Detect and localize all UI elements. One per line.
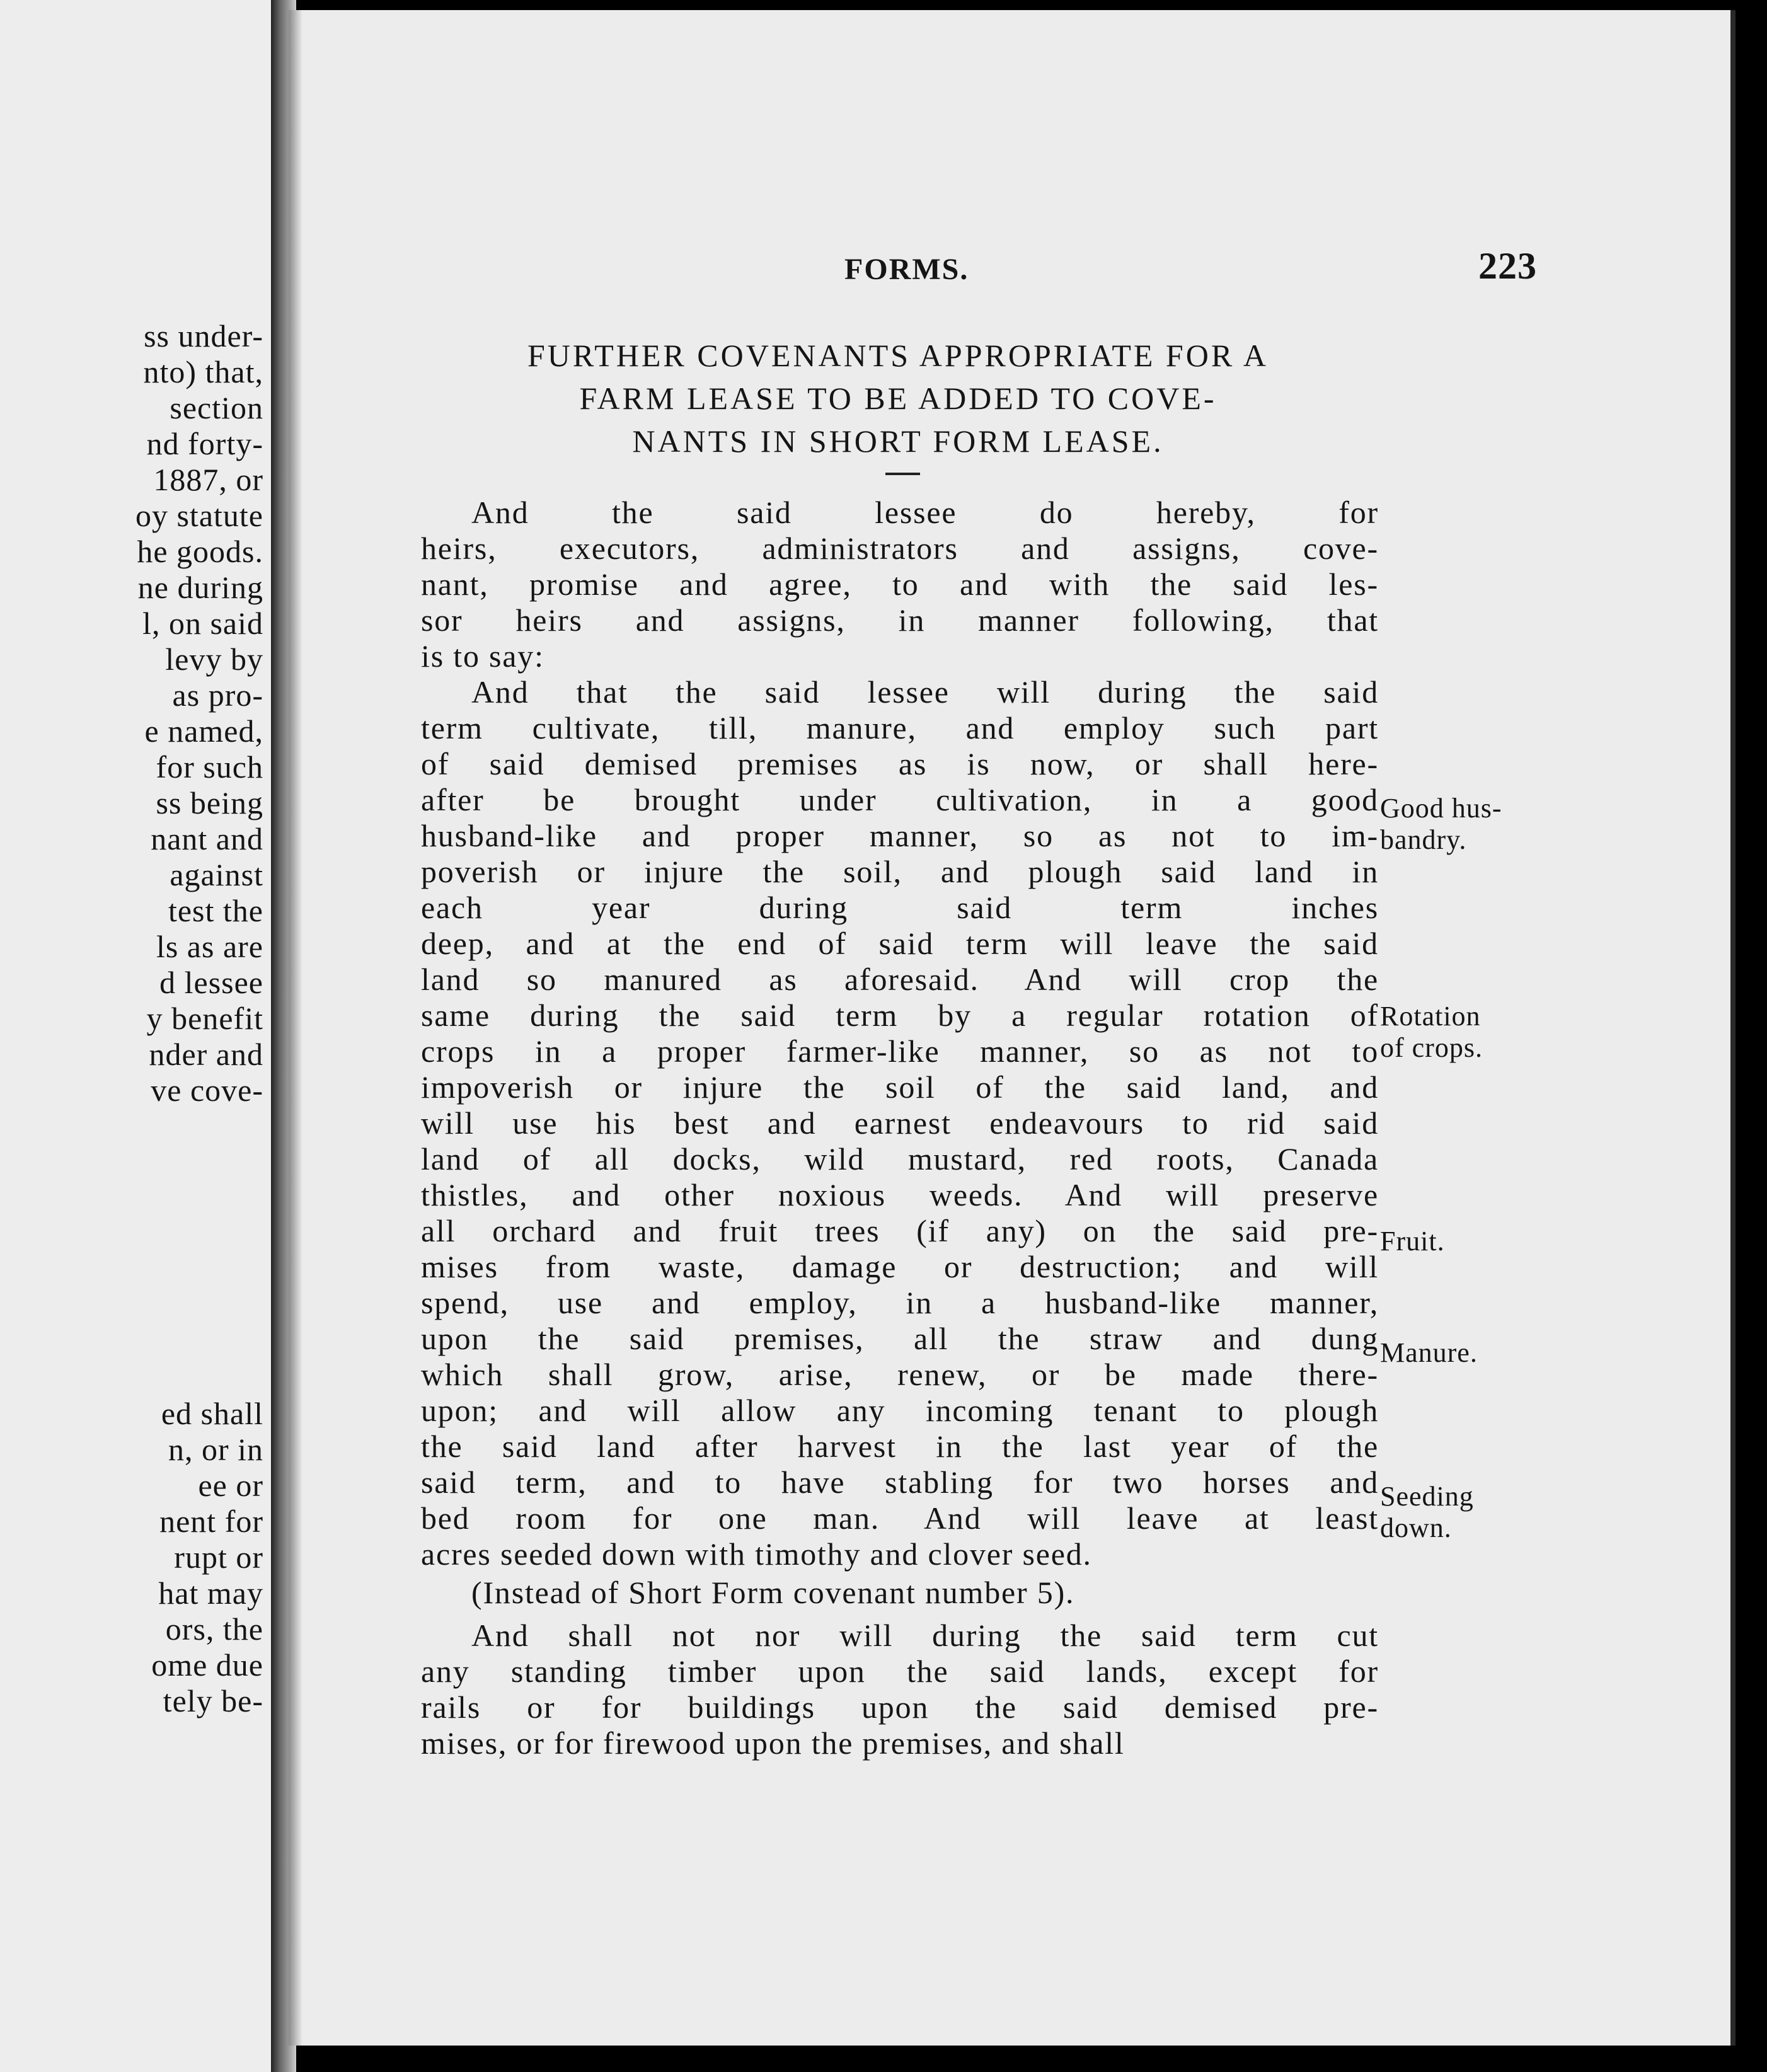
text-line: crops in a proper farmer-like manner, so as not to [421, 1033, 1379, 1069]
facing-page-line: rupt or [174, 1540, 263, 1575]
title-line: NANTS IN SHORT FORM LEASE. [632, 423, 1164, 459]
facing-page-line: l, on said [142, 606, 263, 641]
facing-page-line: oy statute [135, 498, 263, 533]
text-line: bed room for one man. And will leave at least [421, 1500, 1379, 1536]
title-line: FURTHER COVENANTS APPROPRIATE FOR A [527, 338, 1269, 373]
facing-page-line: nder and [149, 1037, 263, 1072]
facing-page-line: y benefit [146, 1001, 263, 1036]
text-line: And shall not nor will during the said term cut [471, 1618, 1379, 1653]
text-line: upon the said premises, all the straw and dung [421, 1321, 1379, 1356]
text-line: And the said lessee do hereby, for [471, 495, 1379, 530]
text-line: nant, promise and agree, to and with the said les- [421, 567, 1379, 602]
facing-page-line: ome due [151, 1647, 263, 1683]
instead-of-note: (Instead of Short Form covenant number 5). [471, 1575, 1075, 1610]
text-line: said term, and to have stabling for two horses and [421, 1465, 1379, 1500]
title-rule [885, 473, 920, 475]
facing-page-line: 1887, or [153, 462, 263, 497]
text-line: any standing timber upon the said lands, except for [421, 1654, 1379, 1689]
side-note-fruit [1380, 1226, 1445, 1257]
side-note-manure [1380, 1337, 1478, 1369]
facing-page-line: he goods. [137, 534, 263, 569]
paragraph-lessee-covenant [421, 495, 1379, 674]
facing-page-line: ss being [156, 785, 263, 820]
text-line: each year during said term inches [421, 890, 1379, 925]
facing-page-line: d lessee [159, 965, 263, 1000]
side-note-line: bandry. [1380, 824, 1467, 855]
text-line: spend, use and employ, in a husband-like manner, [421, 1285, 1379, 1320]
facing-page-line: nd forty- [146, 426, 263, 461]
text-line: term cultivate, till, manure, and employ such part [421, 710, 1379, 745]
facing-page-line: ors, the [165, 1611, 263, 1647]
text-line: all orchard and fruit trees (if any) on the said pre- [421, 1213, 1379, 1248]
text-line: acres seeded down with timothy and clover seed. [421, 1536, 1092, 1572]
side-note-line: down. [1380, 1512, 1452, 1543]
side-note-line: Manure. [1380, 1337, 1478, 1368]
text-line: heirs, executors, administrators and assigns, cove- [421, 531, 1379, 566]
paragraph-cultivation [421, 674, 1379, 1572]
facing-page-line: ls as are [156, 929, 263, 964]
facing-page-line: nent for [159, 1504, 263, 1539]
side-note-line: of crops. [1380, 1032, 1483, 1063]
text-line: thistles, and other noxious weeds. And will preserve [421, 1177, 1379, 1212]
facing-page-line: ve cove- [151, 1073, 263, 1108]
facing-page-line: nto) that, [143, 354, 263, 389]
text-line: is to say: [421, 638, 544, 674]
facing-page-line: tely be- [163, 1683, 263, 1718]
text-line: deep, and at the end of said term will leave the said [421, 926, 1379, 961]
facing-page-line: nant and [151, 821, 263, 856]
facing-page-line: for such [156, 749, 263, 785]
text-line: land so manured as aforesaid. And will crop the [421, 962, 1379, 997]
text-line: of said demised premises as is now, or shall here- [421, 746, 1379, 781]
facing-page-line: test the [168, 893, 263, 928]
facing-page-line: section [170, 390, 263, 425]
side-note-seeding [1380, 1481, 1474, 1544]
facing-page-fragment [0, 0, 271, 2072]
facing-page-line: ss under- [144, 318, 263, 354]
side-note-good-husbandry [1380, 793, 1502, 856]
side-note-rotation [1380, 1001, 1483, 1064]
text-line: mises from waste, damage or destruction; and will [421, 1249, 1379, 1284]
page-number: 223 [1478, 245, 1537, 287]
facing-page-line: ne during [137, 570, 263, 605]
side-note-line: Rotation [1380, 1001, 1481, 1032]
text-line: husband-like and proper manner, so as not to im- [421, 818, 1379, 853]
facing-page-line: against [170, 857, 263, 892]
side-note-line: Seeding [1380, 1481, 1474, 1512]
text-line: the said land after harvest in the last year of the [421, 1429, 1379, 1464]
side-note-line: Fruit. [1380, 1226, 1445, 1257]
text-line: sor heirs and assigns, in manner following, that [421, 602, 1379, 638]
text-line: land of all docks, wild mustard, red roots, Canada [421, 1141, 1379, 1177]
facing-page-line: n, or in [168, 1432, 263, 1467]
facing-page-line: as pro- [172, 677, 263, 713]
title-line: FARM LEASE TO BE ADDED TO COVE- [579, 381, 1217, 416]
facing-page-line: levy by [165, 642, 263, 677]
text-line: upon; and will allow any incoming tenant to plough [421, 1393, 1379, 1428]
text-line: same during the said term by a regular rotation of [421, 998, 1379, 1033]
paragraph-timber [421, 1618, 1379, 1761]
section-title [416, 334, 1380, 463]
text-line: And that the said lessee will during the said [471, 674, 1379, 710]
facing-page-line: ee or [198, 1468, 263, 1503]
text-line: will use his best and earnest endeavours to rid said [421, 1105, 1379, 1141]
side-note-line: Good hus- [1380, 793, 1502, 824]
facing-page-line: e named, [144, 713, 263, 749]
facing-page-line: hat may [158, 1575, 263, 1611]
text-line: mises, or for firewood upon the premises, and shall [421, 1725, 1125, 1761]
text-line: which shall grow, arise, renew, or be made there- [421, 1357, 1379, 1392]
facing-page-line: ed shall [161, 1396, 263, 1431]
text-line: impoverish or injure the soil of the said land, and [421, 1069, 1379, 1105]
running-head: FORMS. [844, 253, 969, 286]
text-line: rails or for buildings upon the said demised pre- [421, 1689, 1379, 1725]
text-line: after be brought under cultivation, in a good [421, 782, 1379, 817]
text-line: poverish or injure the soil, and plough said land in [421, 854, 1379, 889]
